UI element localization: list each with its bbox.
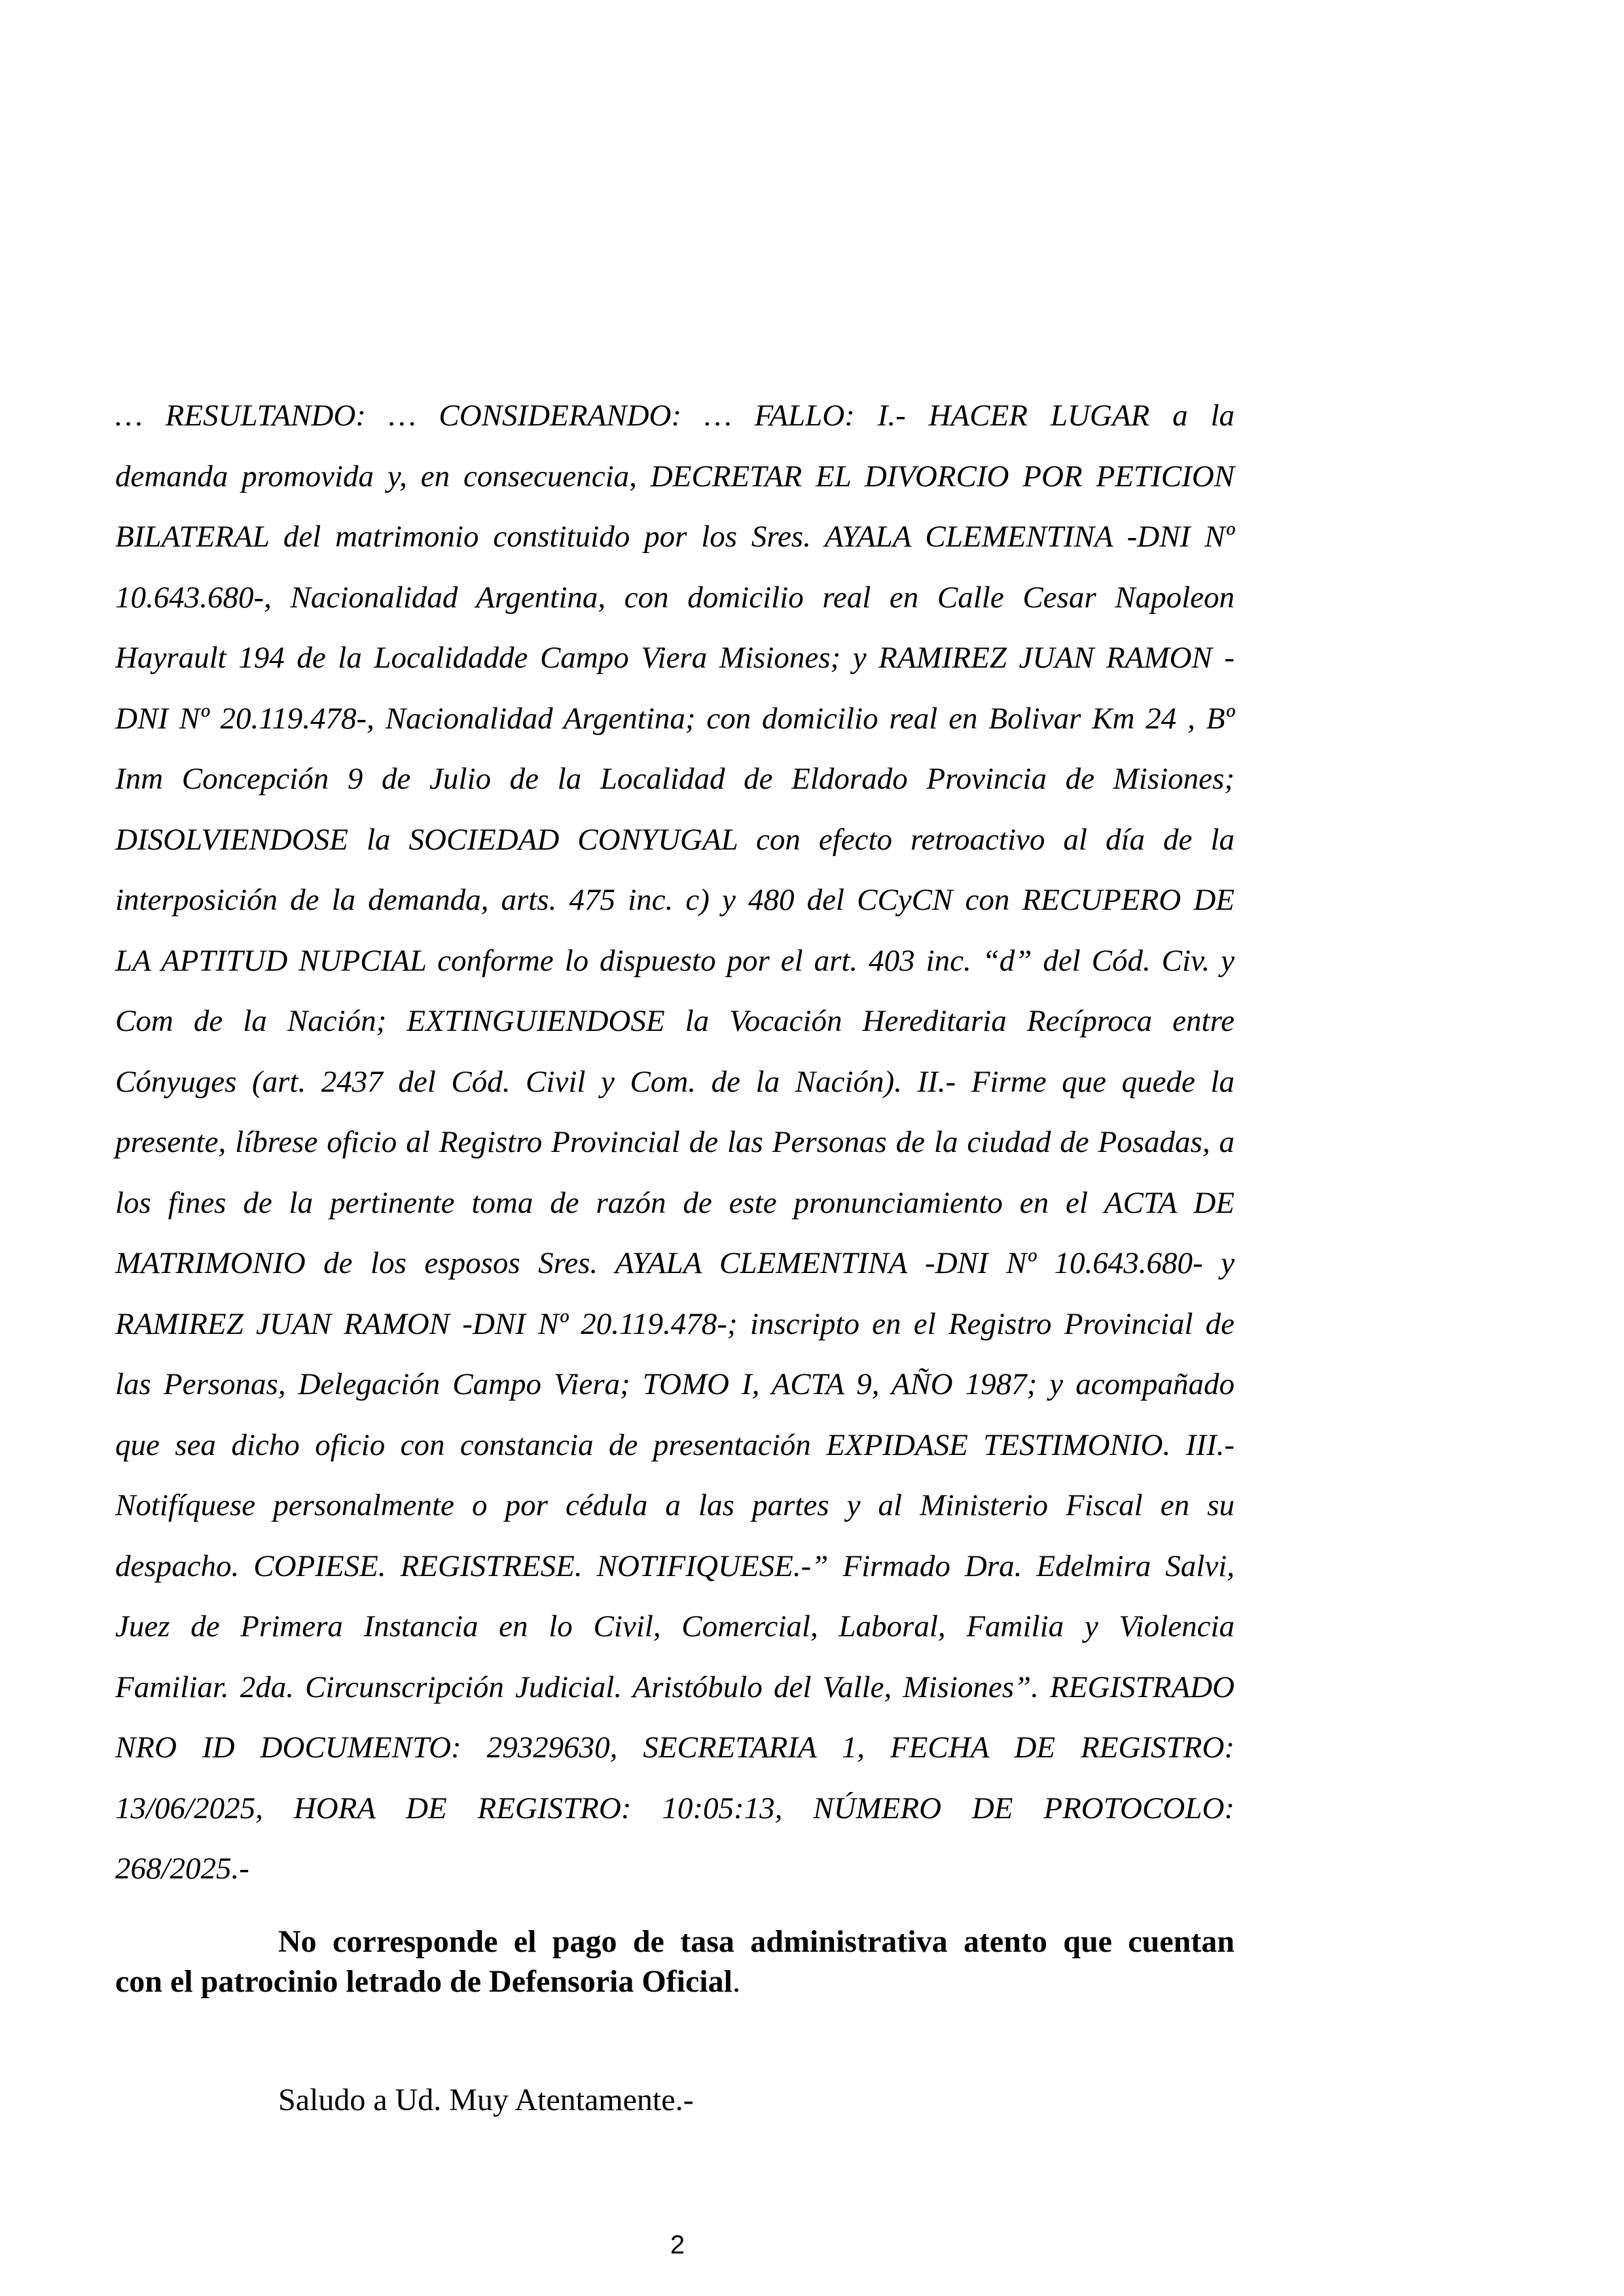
closing-salutation: Saludo a Ud. Muy Atentamente.- bbox=[278, 2083, 694, 2117]
resolution-line: RAMIREZ JUAN RAMON -DNI Nº 20.119.478-; inscripto en el Registro Provincial de bbox=[115, 1306, 1235, 1341]
resolution-line: los fines de la pertinente toma de razón de este pronunciamiento en el ACTA DE bbox=[115, 1185, 1235, 1220]
resolution-line: Hayrault 194 de la Localidadde Campo Viera Misiones; y RAMIREZ JUAN RAMON - bbox=[115, 641, 1235, 675]
resolution-line: NRO ID DOCUMENTO: 29329630, SECRETARIA 1, FECHA DE REGISTRO: bbox=[115, 1731, 1235, 1765]
resolution-line: demanda promovida y, en consecuencia, DECRETAR EL DIVORCIO POR PETICION bbox=[115, 459, 1235, 493]
resolution-line: MATRIMONIO de los esposos Sres. AYALA CLEMENTINA -DNI Nº 10.643.680- y bbox=[115, 1246, 1235, 1280]
resolution-line: que sea dicho oficio con constancia de presentación EXPIDASE TESTIMONIO. III.- bbox=[115, 1427, 1235, 1462]
resolution-line: BILATERAL del matrimonio constituido por los Sres. AYALA CLEMENTINA -DNI Nº bbox=[115, 520, 1235, 554]
fee-note-line bbox=[115, 1962, 1235, 2001]
resolution-line: LA APTITUD NUPCIAL conforme lo dispuesto por el art. 403 inc. “d” del Cód. Civ. y bbox=[115, 943, 1235, 978]
fee-note-line: No corresponde el pago de tasa administrativa atento que cuentan bbox=[278, 1924, 1235, 1959]
resolution-line: despacho. COPIESE. REGISTRESE. NOTIFIQUESE.-” Firmado Dra. Edelmira Salvi, bbox=[115, 1549, 1235, 1583]
resolution-line: … RESULTANDO: … CONSIDERANDO: … FALLO: I.- HACER LUGAR a la bbox=[115, 399, 1235, 433]
resolution-line: 13/06/2025, HORA DE REGISTRO: 10:05:13, NÚMERO DE PROTOCOLO: bbox=[115, 1791, 1235, 1825]
resolution-line: DISOLVIENDOSE la SOCIEDAD CONYUGAL con efecto retroactivo al día de la bbox=[115, 822, 1235, 857]
page-number: 2 bbox=[670, 2231, 685, 2259]
resolution-line: 10.643.680-, Nacionalidad Argentina, con domicilio real en Calle Cesar Napoleon bbox=[115, 580, 1235, 615]
resolution-line: Notifíquese personalmente o por cédula a las partes y al Ministerio Fiscal en su bbox=[115, 1488, 1235, 1522]
fee-note-text: con el patrocinio letrado de Defensoria Oficial bbox=[115, 1964, 732, 1999]
resolution-line: las Personas, Delegación Campo Viera; TOMO I, ACTA 9, AÑO 1987; y acompañado bbox=[115, 1367, 1235, 1401]
resolution-line: Cónyuges (art. 2437 del Cód. Civil y Com. de la Nación). II.- Firme que quede la bbox=[115, 1064, 1235, 1099]
fee-note-period: . bbox=[732, 1964, 740, 1999]
resolution-line: DNI Nº 20.119.478-, Nacionalidad Argentina; con domicilio real en Bolivar Km 24 , Bº bbox=[115, 701, 1235, 736]
resolution-line: Familiar. 2da. Circunscripción Judicial. Aristóbulo del Valle, Misiones”. REGISTRADO bbox=[115, 1670, 1235, 1704]
fee-exemption-note bbox=[115, 1922, 1235, 2001]
resolution-line: Juez de Primera Instancia en lo Civil, Comercial, Laboral, Familia y Violencia bbox=[115, 1609, 1235, 1643]
resolution-line: 268/2025.- bbox=[115, 1852, 249, 1886]
resolution-transcript bbox=[115, 386, 1235, 1899]
resolution-line: presente, líbrese oficio al Registro Provincial de las Personas de la ciudad de Posadas, a bbox=[115, 1125, 1235, 1159]
resolution-line: Inm Concepción 9 de Julio de la Localidad de Eldorado Provincia de Misiones; bbox=[115, 762, 1235, 796]
resolution-line: interposición de la demanda, arts. 475 inc. c) y 480 del CCyCN con RECUPERO DE bbox=[115, 883, 1235, 917]
resolution-line: Com de la Nación; EXTINGUIENDOSE la Vocación Hereditaria Recíproca entre bbox=[115, 1004, 1235, 1038]
